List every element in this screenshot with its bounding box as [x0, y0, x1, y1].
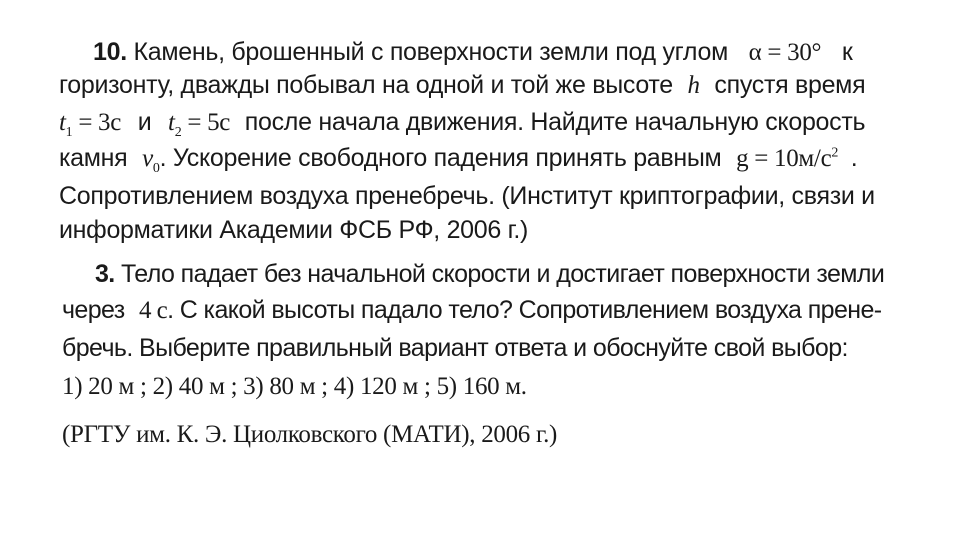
problem-3-text: . С какой высоты падало тело? Сопротивлением воздуха прене- [167, 296, 882, 324]
problem-10-text: и [137, 108, 152, 136]
problem-10-line-4 [59, 143, 857, 174]
problem-3-text: бречь. Выберите правильный вариант ответа и обоснуйте свой выбор: [62, 334, 848, 362]
problem-3-text: через [62, 296, 125, 324]
height-symbol [688, 72, 700, 99]
time-2-formula [168, 109, 231, 140]
problem-10-line-5 [59, 181, 875, 211]
answer-options-text: 1) 20 м ; 2) 40 м ; 3) 80 м ; 4) 120 м ; 5) 160 м. [62, 373, 527, 400]
problem-10-text: Камень, брошенный с поверхности земли под углом [133, 38, 728, 66]
gravity-value: g = 10м/с [736, 145, 832, 172]
problem-10-text: камня [59, 144, 128, 172]
problem-3-source: (РГТУ им. К. Э. Циолковского (МАТИ), 2006 г.) [62, 421, 558, 448]
time-1-formula [59, 109, 122, 140]
time-1-value: = 3с [78, 109, 122, 136]
problem-10-line-6 [59, 215, 528, 245]
problem-10-text: горизонту, дважды побывал на одной и той же высоте [59, 71, 673, 99]
velocity-letter: v [142, 145, 153, 172]
time-2-value: = 5с [187, 109, 231, 136]
time-1-subscript: 1 [65, 125, 73, 140]
problem-3-number: 3. [95, 260, 115, 288]
height-symbol-letter: h [687, 72, 700, 99]
problem-3-answer-options [62, 372, 527, 402]
gravity-formula [736, 145, 838, 172]
problem-3-source-line [62, 420, 557, 450]
problem-10-line-1 [93, 37, 853, 68]
gravity-exponent: 2 [831, 145, 839, 161]
velocity-subscript: 0 [152, 161, 160, 176]
time-2-symbol: t [168, 109, 175, 136]
problem-10-text: . Ускорение свободного падения принять равным [159, 144, 722, 172]
time-value: 4 с [139, 297, 168, 324]
problem-10-source: информатики Академии ФСБ РФ, 2006 г.) [59, 216, 529, 244]
problem-3-line-1 [95, 259, 884, 289]
angle-formula: α = 30° [748, 39, 822, 66]
problem-10-text: после начала движения. Найдите начальную скорость [244, 108, 866, 136]
problem-10-number: 10. [93, 38, 127, 66]
problem-10-text: к [841, 38, 853, 66]
problem-10-line-2 [59, 70, 865, 101]
problem-3-line-2 [62, 295, 882, 326]
time-1-symbol: t [59, 109, 66, 136]
problem-3-line-3 [62, 333, 848, 363]
problem-10-text: . [850, 144, 858, 172]
problem-10-text: спустя время [714, 71, 866, 99]
problem-3-text: Тело падает без начальной скорости и достигает поверхности земли [121, 260, 885, 288]
problem-10-line-3 [59, 107, 865, 138]
time-2-subscript: 2 [174, 125, 182, 140]
initial-velocity-symbol [142, 145, 160, 176]
problem-10-text: Сопротивлением воздуха пренебречь. (Институт криптографии, связи и [59, 182, 875, 210]
